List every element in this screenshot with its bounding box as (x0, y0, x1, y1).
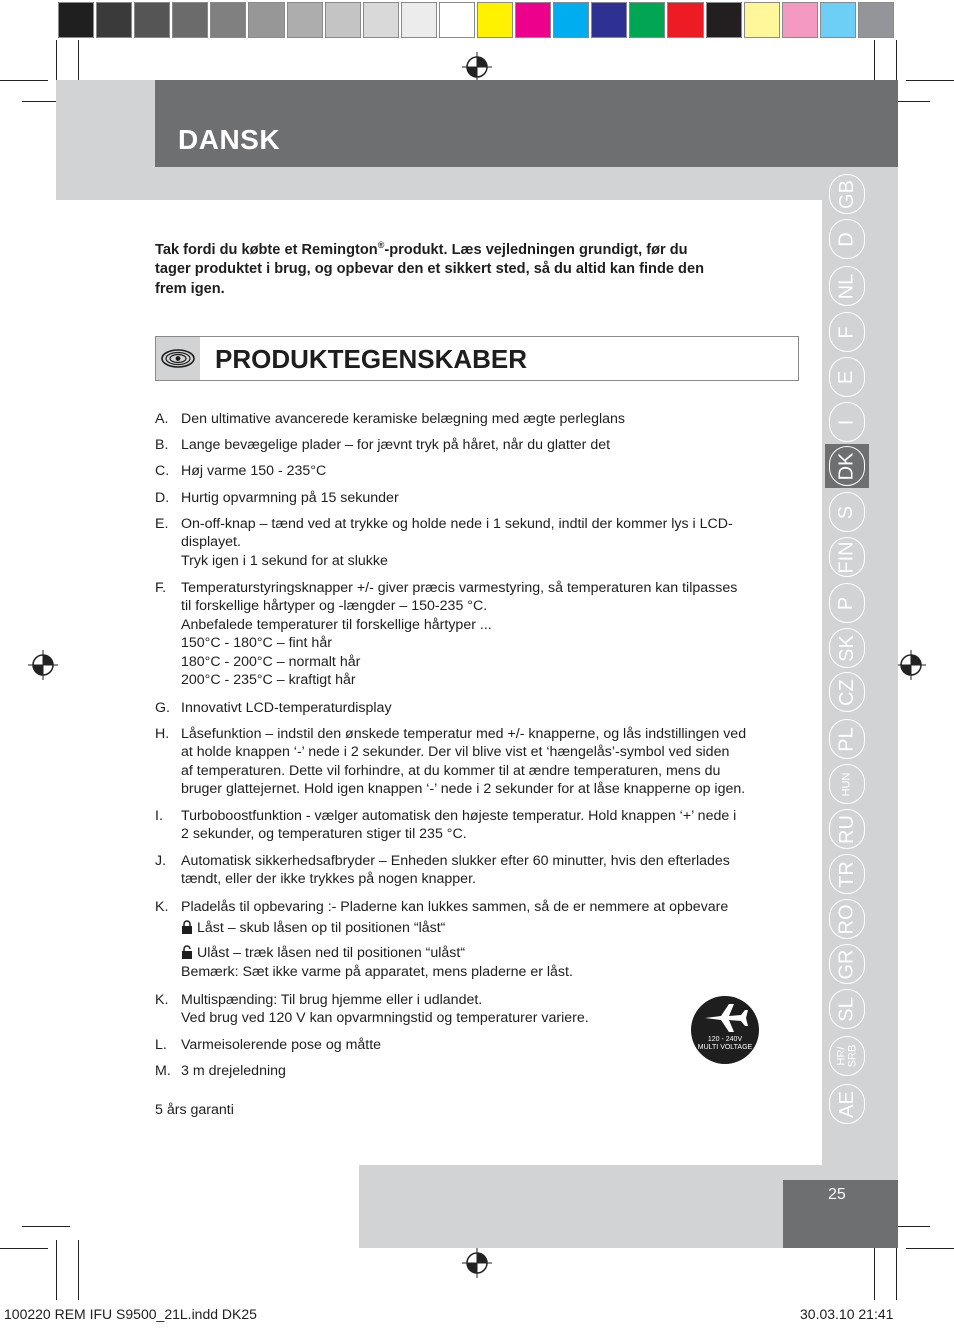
feature-line: Hurtig opvarmning på 15 sekunder (181, 490, 399, 506)
color-swatch (58, 2, 94, 38)
language-tab-d[interactable] (825, 217, 869, 261)
color-swatch (744, 2, 780, 38)
color-swatch (706, 2, 742, 38)
feature-letter: K. (155, 899, 169, 915)
feature-line: Tryk igen i 1 sekund for at slukke (181, 552, 388, 569)
feature-line: at holde knappen ‘-’ nede i 2 sekunder. Der vil blive vist et ‘hængelås’-symbol ved siden (181, 744, 730, 761)
page-number: 25 (828, 1186, 846, 1203)
feature-item (155, 579, 797, 689)
unlocked-line: Ulåst – træk låsen ned til positionen “ulåst“ (181, 945, 465, 961)
language-tabs (825, 172, 869, 1132)
registration-target-icon (896, 650, 926, 680)
language-tab-label: HR/ SRB (835, 1044, 858, 1068)
feature-item (155, 699, 797, 717)
color-swatch (667, 2, 703, 38)
language-tab-cz[interactable] (825, 670, 869, 714)
feature-item (155, 436, 797, 454)
feature-line: Multispænding: Til brug hjemme eller i udlandet. (181, 992, 483, 1008)
color-swatch (325, 2, 361, 38)
color-swatch (248, 2, 284, 38)
language-tab-pl[interactable] (825, 717, 869, 761)
padlock-unlocked-icon (181, 945, 193, 959)
color-swatch (172, 2, 208, 38)
page-title: DANSK (178, 124, 281, 155)
language-tab-label: GR (835, 949, 858, 979)
feature-line: til forskellige hårtyper og -længder – 150-235 °C. (181, 598, 488, 615)
feature-line: On-off-knap – tænd ved at trykke og holde nede i 1 sekund, indtil der kommer lys i LCD- (181, 516, 733, 532)
feature-item (155, 1062, 797, 1080)
feature-letter: B. (155, 437, 169, 453)
feature-letter: G. (155, 700, 170, 716)
feature-item (155, 898, 797, 916)
color-swatch (401, 2, 437, 38)
language-tab-fin[interactable] (825, 535, 869, 579)
feature-line: 200°C - 235°C – kraftigt hår (181, 672, 356, 689)
language-tab-label: GB (835, 179, 858, 209)
feature-text (181, 807, 797, 844)
padlock-locked-icon (181, 920, 193, 934)
feature-letter: C. (155, 463, 170, 479)
color-swatch (820, 2, 856, 38)
registration-target-icon (462, 52, 492, 82)
feature-item (155, 489, 797, 507)
language-tab-gb[interactable] (825, 172, 869, 216)
language-tab-dk[interactable] (825, 444, 869, 488)
feature-line: Varmeisolerende pose og måtte (181, 1037, 382, 1053)
feature-text (181, 1062, 797, 1080)
language-tab-label: F (835, 325, 858, 339)
feature-line: Pladelås til opbevaring :- Pladerne kan lukkes sammen, så de er nemmere at opbevare (181, 899, 729, 915)
language-tab-label: NL (835, 273, 858, 299)
feature-line: Innovativt LCD-temperaturdisplay (181, 700, 392, 716)
language-tab-i[interactable] (825, 400, 869, 444)
locked-line: Låst – skub låsen op til positionen “låst“ (181, 920, 445, 936)
language-tab-label: E (835, 370, 858, 384)
feature-letter: A. (155, 411, 169, 427)
color-swatch (629, 2, 665, 38)
language-tab-gr[interactable] (825, 942, 869, 986)
language-tab-label: P (835, 596, 858, 610)
color-swatch (363, 2, 399, 38)
multi-voltage-badge: 120 - 240V MULTI VOLTAGE (691, 996, 759, 1064)
feature-line: Temperaturstyringsknapper +/- giver præcis varmestyring, så temperaturen kan tilpasses (181, 580, 738, 596)
feature-line: 150°C - 180°C – fint hår (181, 635, 332, 652)
language-tab-label: PL (835, 726, 858, 752)
feature-item (155, 462, 797, 480)
feature-line: Automatisk sikkerhedsafbryder – Enheden slukker efter 60 minutter, hvis den efterlades (181, 853, 730, 869)
language-tab-ro[interactable] (825, 897, 869, 941)
feature-line: 2 sekunder, og temperaturen stiger til 235 °C. (181, 826, 467, 843)
language-tab-nl[interactable] (825, 264, 869, 308)
language-tab-label: D (835, 231, 858, 247)
feature-text (181, 699, 797, 717)
feature-letter: M. (155, 1063, 171, 1079)
language-tab-label: RU (835, 814, 858, 844)
color-swatch (210, 2, 246, 38)
language-tab-label: RO (835, 904, 858, 934)
feature-text (181, 489, 797, 507)
language-tab-tr[interactable] (825, 852, 869, 896)
feature-line: 3 m drejeledning (181, 1063, 286, 1079)
feature-item (155, 410, 797, 428)
color-calibration-bar (58, 2, 896, 38)
feature-letter: E. (155, 516, 169, 532)
file-info: 100220 REM IFU S9500_21L.indd DK25 (4, 1306, 257, 1322)
language-tab-label: SL (835, 996, 858, 1022)
feature-text (181, 436, 797, 454)
intro-paragraph: Tak fordi du købte et Remington®-produkt. Læs vejledningen grundigt, før du tager produktet i brug, og opbevar den et sikkert sted, så du altid kan finde den frem igen. (155, 240, 704, 298)
feature-text (181, 579, 797, 689)
language-tab-label: HUN (840, 772, 853, 796)
language-tab-label: SK (835, 634, 858, 662)
feature-line: tændt, eller der ikke trykkes på nogen knapper. (181, 871, 476, 888)
feature-line: Den ultimative avancerede keramiske belægning med ægte perleglans (181, 411, 625, 427)
feature-text (181, 852, 797, 889)
language-tab-p[interactable] (825, 581, 869, 625)
feature-line: Turboboostfunktion - vælger automatisk den højeste temperatur. Hold knappen ‘+’ nede i (181, 808, 737, 824)
color-swatch (515, 2, 551, 38)
lock-note: Bemærk: Sæt ikke varme på apparatet, mens pladerne er låst. (181, 964, 573, 980)
section-header (155, 336, 799, 381)
language-tab-sl[interactable] (825, 987, 869, 1031)
feature-letter: D. (155, 490, 170, 506)
feature-item (155, 515, 797, 570)
feature-line: 180°C - 200°C – normalt hår (181, 653, 361, 670)
color-swatch (553, 2, 589, 38)
language-tab-label: S (835, 505, 858, 519)
feature-line: Anbefalede temperaturer til forskellige hårtyper ... (181, 616, 492, 633)
language-tab-label: AE (835, 1090, 858, 1118)
color-swatch (439, 2, 475, 38)
feature-letter: H. (155, 726, 170, 742)
color-swatch (477, 2, 513, 38)
color-swatch (591, 2, 627, 38)
feature-item (155, 807, 797, 844)
feature-line: Låsefunktion – indstil den ønskede temperatur med +/- knapperne, og lås indstillingen ved (181, 726, 747, 742)
color-swatch (96, 2, 132, 38)
feature-line: bruger glattejernet. Hold igen knappen ‘-’ nede i 2 sekunder for at låse knapperne op igen. (181, 781, 746, 798)
language-tab-s[interactable] (825, 490, 869, 534)
feature-item (155, 725, 797, 799)
feature-letter: L. (155, 1037, 167, 1053)
color-swatch (782, 2, 818, 38)
language-tab-label: FIN (835, 540, 858, 574)
feature-line: Høj varme 150 - 235°C (181, 463, 327, 479)
feature-line: af temperaturen. Dette vil forhindre, at du kommer til at ændre temperaturen, mens du (181, 762, 721, 779)
registration-target-icon (462, 1248, 492, 1278)
feature-letter: F. (155, 580, 167, 596)
feature-text (181, 410, 797, 428)
color-swatch (134, 2, 170, 38)
feature-item (155, 852, 797, 889)
section-title: PRODUKTEGENSKABER (215, 344, 528, 374)
language-tab-f[interactable] (825, 310, 869, 354)
feature-line: displayet. (181, 534, 241, 551)
language-tab-label: DK (835, 452, 858, 480)
registered-mark: ® (377, 240, 385, 250)
language-tab-label: I (835, 419, 858, 425)
feature-letter: K. (155, 992, 169, 1008)
feature-text (181, 515, 797, 570)
file-date: 30.03.10 21:41 (800, 1306, 894, 1322)
language-tab-hun[interactable] (825, 762, 869, 806)
language-tab-label: TR (835, 860, 858, 888)
language-tab-ae[interactable] (825, 1082, 869, 1126)
guarantee-text: 5 års garanti (155, 1102, 234, 1118)
feature-text (181, 898, 797, 916)
language-tab-e[interactable] (825, 355, 869, 399)
section-icon-box (156, 337, 200, 380)
feature-text (181, 462, 797, 480)
color-swatch (287, 2, 323, 38)
airplane-icon (691, 998, 759, 1038)
color-swatch (858, 2, 894, 38)
feature-text (181, 725, 797, 799)
feature-letter: J. (155, 853, 167, 869)
language-tab-ru[interactable] (825, 807, 869, 851)
language-tab-hr[interactable] (825, 1034, 869, 1078)
eye-icon (156, 337, 200, 380)
language-tab-sk[interactable] (825, 626, 869, 670)
feature-letter: I. (155, 808, 163, 824)
registration-target-icon (28, 650, 58, 680)
feature-line: Lange bevægelige plader – for jævnt tryk på håret, når du glatter det (181, 437, 611, 453)
feature-line: Ved brug ved 120 V kan opvarmningstid og temperaturer variere. (181, 1010, 589, 1027)
language-tab-label: CZ (835, 678, 858, 706)
